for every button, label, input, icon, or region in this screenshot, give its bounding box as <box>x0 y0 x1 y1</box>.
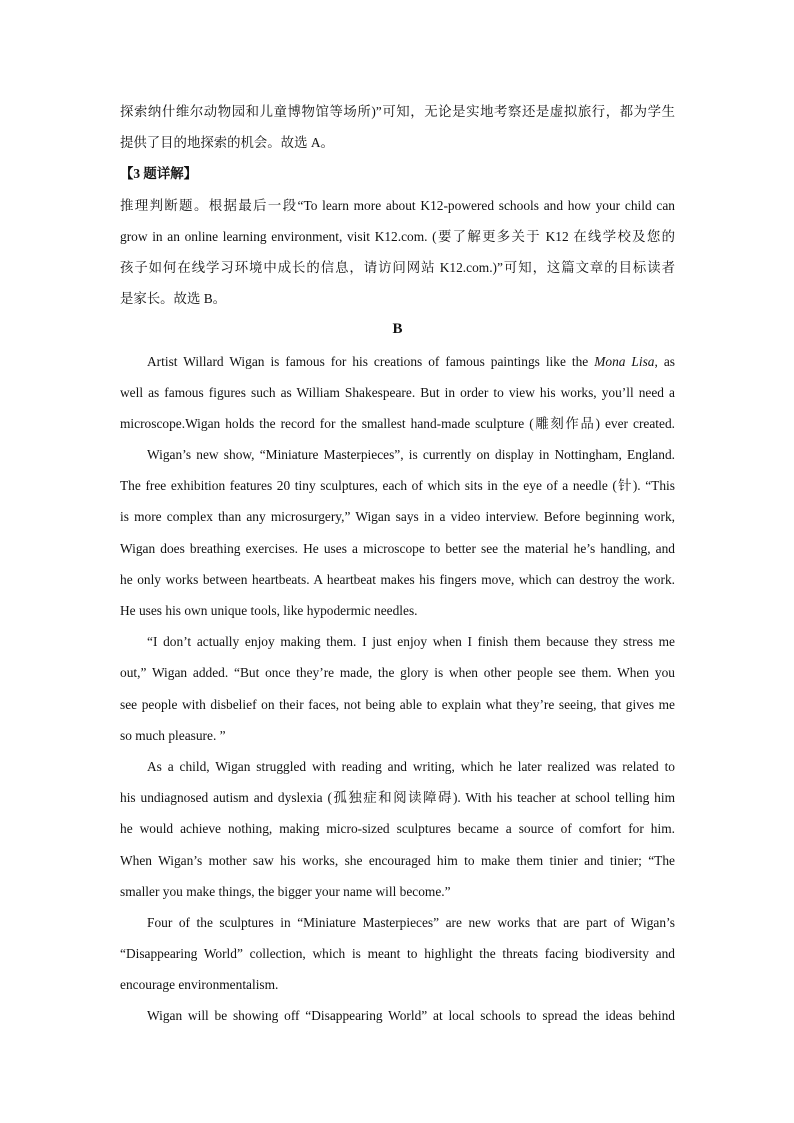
answer-explanation-line: 提供了目的地探索的机会。故选 A。 <box>120 135 334 151</box>
paragraph-line: “Disappearing World” collection, which is meant to highlight the threats facing biodiversity and <box>120 946 675 962</box>
paragraph-line: He uses his own unique tools, like hypodermic needles. <box>120 603 418 618</box>
paragraph-line <box>120 346 675 377</box>
answer-explanation-line: 探索纳什维尔动物园和儿童博物馆等场所)”可知，无论是实地考察还是虚拟旅行，都为学生 <box>120 104 675 119</box>
section-heading: B <box>392 321 403 338</box>
paragraph-line: Wigan’s new show, “Miniature Masterpieces”, is currently on display in Nottingham, England. <box>147 447 675 463</box>
paragraph-line: he would achieve nothing, making micro-sized sculptures became a source of comfort for him. <box>120 821 675 837</box>
question-3-explanation-line: grow in an online learning environment, visit K12.com. (要了解更多关于 K12 在线学校及您的 <box>120 228 675 244</box>
question-3-explanation-line: 推理判断题。根据最后一段“To learn more about K12-powered schools and how your child can <box>120 197 675 213</box>
paragraph-line: he only works between heartbeats. A heartbeat makes his fingers move, which can destroy the work. <box>120 571 675 587</box>
paragraph-line: his undiagnosed autism and dyslexia (孤独症和阅读障碍). With his teacher at school telling him <box>120 790 675 806</box>
paragraph-line: “I don’t actually enjoy making them. I just enjoy when I finish them because they stress me <box>147 634 675 650</box>
paragraph-line: smaller you make things, the bigger your name will become.” <box>120 883 451 899</box>
question-3-explanation-line: 是家长。故选 B。 <box>120 291 227 307</box>
text-run: Artist Willard Wigan is famous for his creations of famous paintings like the <box>147 353 595 369</box>
question-3-explanation-line: 孩子如何在线学习环境中成长的信息，请访问网站 K12.com.)”可知，这篇文章的目标读者 <box>120 259 675 275</box>
paragraph-line: As a child, Wigan struggled with reading and writing, which he later realized was related to <box>147 758 675 774</box>
artwork-title: Mona Lisa <box>594 353 655 369</box>
text-run: , as <box>654 353 675 369</box>
paragraph-line: Wigan will be showing off “Disappearing World” at local schools to spread the ideas behind <box>147 1008 675 1024</box>
paragraph-line: The free exhibition features 20 tiny sculptures, each of which sits in the eye of a needle (针). “This <box>120 478 675 494</box>
question-3-label: 【3 题详解】 <box>120 166 197 182</box>
paragraph-line: encourage environmentalism. <box>120 977 279 993</box>
paragraph-line: When Wigan’s mother saw his works, she encouraged him to make them tinier and tinier; “The <box>120 852 675 868</box>
paragraph-line: microscope.Wigan holds the record for the smallest hand-made sculpture (雕刻作品) ever created. <box>120 415 675 431</box>
paragraph-line: Wigan does breathing exercises. He uses a microscope to better see the material he’s handling, and <box>120 540 675 556</box>
paragraph-line: out,” Wigan added. “But once they’re made, the glory is when other people see them. When you <box>120 665 675 681</box>
document-page <box>120 96 675 1032</box>
paragraph-line: so much pleasure. ” <box>120 727 226 743</box>
paragraph-line: see people with disbelief on their faces, not being able to explain what they’re seeing, that gives me <box>120 696 675 712</box>
paragraph-line: is more complex than any microsurgery,” Wigan says in a video interview. Before beginning work, <box>120 509 675 525</box>
paragraph-line: well as famous figures such as William Shakespeare. But in order to view his works, you’ll need a <box>120 384 675 400</box>
paragraph-line: Four of the sculptures in “Miniature Masterpieces” are new works that are part of Wigan’s <box>147 914 675 930</box>
